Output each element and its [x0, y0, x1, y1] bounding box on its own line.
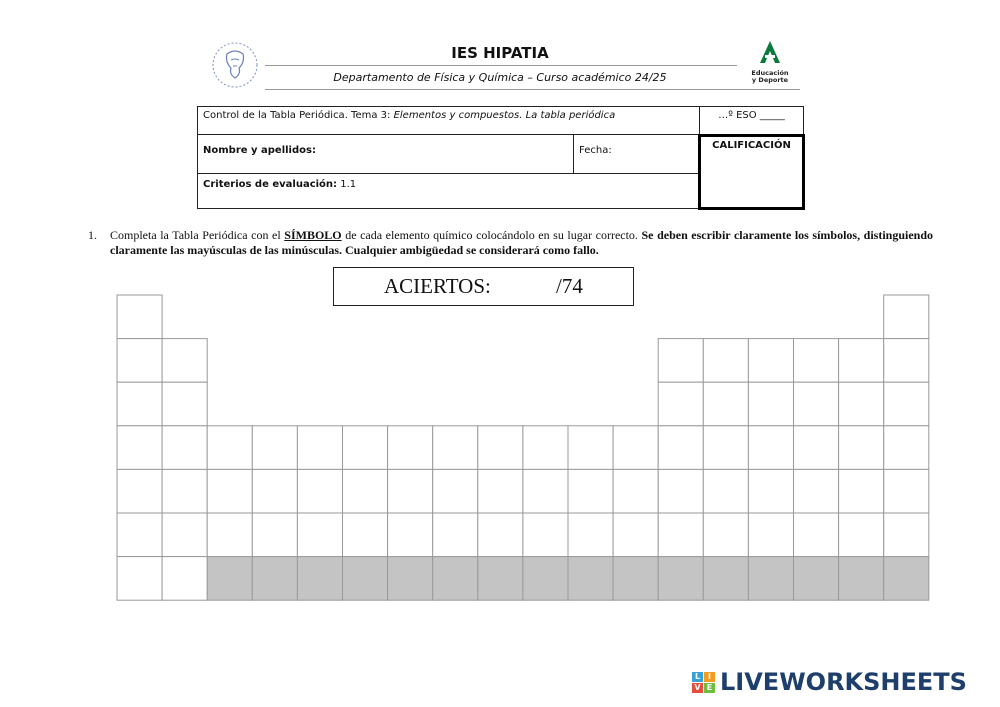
criteria-value: 1.1	[337, 179, 357, 190]
element-cell[interactable]	[117, 469, 162, 513]
element-cell[interactable]	[748, 469, 793, 513]
element-cell[interactable]	[703, 469, 748, 513]
element-cell[interactable]	[523, 426, 568, 470]
junta-logo-text: Educación y Deporte	[751, 69, 789, 84]
course-field[interactable]: …º ESO _____	[699, 106, 804, 135]
element-cell[interactable]	[568, 426, 613, 470]
element-cell-shaded	[703, 557, 748, 601]
element-cell[interactable]	[613, 426, 658, 470]
element-cell[interactable]	[297, 513, 342, 557]
element-cell[interactable]	[658, 513, 703, 557]
element-cell-shaded	[478, 557, 523, 601]
element-cell[interactable]	[523, 469, 568, 513]
element-cell[interactable]	[794, 339, 839, 383]
element-cell[interactable]	[162, 469, 207, 513]
element-cell[interactable]	[162, 513, 207, 557]
element-cell[interactable]	[478, 513, 523, 557]
element-cell[interactable]	[613, 513, 658, 557]
element-cell[interactable]	[748, 382, 793, 426]
element-cell[interactable]	[658, 469, 703, 513]
element-cell[interactable]	[703, 339, 748, 383]
question-text: Completa la Tabla Periódica con el SÍMBOLO de cada elemento químico colocándolo en su lugar correcto. Se deben escribir claramente los símbolos, distinguiendo claramente las mayúsculas de las minúsculas. Cualquier ambigüedad se considerará como fallo.	[110, 228, 934, 257]
element-cell-shaded	[388, 557, 433, 601]
element-cell[interactable]	[388, 513, 433, 557]
question-warning: Se deben escribir claramente los símbolos, distinguiendo claramente las mayúsculas de las minúsculas. Cualquier ambigüedad se considerará como fallo.	[110, 228, 934, 257]
element-cell[interactable]	[252, 469, 297, 513]
element-cell-shaded	[748, 557, 793, 601]
element-cell[interactable]	[117, 426, 162, 470]
element-cell[interactable]	[884, 295, 929, 339]
liveworksheets-icon: L I V E	[692, 672, 716, 694]
element-cell[interactable]	[613, 469, 658, 513]
element-cell-shaded	[207, 557, 252, 601]
element-cell[interactable]	[252, 426, 297, 470]
element-cell[interactable]	[207, 469, 252, 513]
element-cell[interactable]	[839, 469, 884, 513]
element-cell[interactable]	[117, 382, 162, 426]
score-total: /74	[556, 274, 583, 298]
element-cell[interactable]	[794, 426, 839, 470]
element-cell-shaded	[523, 557, 568, 601]
element-cell-shaded	[613, 557, 658, 601]
element-cell[interactable]	[658, 339, 703, 383]
element-cell[interactable]	[523, 513, 568, 557]
element-cell[interactable]	[703, 382, 748, 426]
exam-title: Control de la Tabla Periódica. Tema 3:	[203, 110, 394, 121]
element-cell[interactable]	[252, 513, 297, 557]
element-cell-shaded	[884, 557, 929, 601]
element-cell-shaded	[433, 557, 478, 601]
element-cell-shaded	[568, 557, 613, 601]
element-cell[interactable]	[343, 469, 388, 513]
name-field[interactable]: Nombre y apellidos:	[197, 134, 574, 174]
date-field[interactable]: Fecha:	[573, 134, 700, 174]
department-line: Departamento de Física y Química – Curso académico 24/25	[333, 71, 667, 84]
element-cell[interactable]	[794, 513, 839, 557]
element-cell-shaded	[839, 557, 884, 601]
element-cell[interactable]	[884, 339, 929, 383]
element-cell[interactable]	[884, 426, 929, 470]
score-label: ACIERTOS:	[384, 274, 491, 298]
element-cell[interactable]	[343, 426, 388, 470]
element-cell[interactable]	[794, 469, 839, 513]
element-cell[interactable]	[117, 557, 162, 601]
school-name: IES HIPATIA	[451, 44, 549, 62]
element-cell[interactable]	[117, 339, 162, 383]
element-cell[interactable]	[839, 513, 884, 557]
element-cell[interactable]	[794, 382, 839, 426]
element-cell[interactable]	[884, 382, 929, 426]
element-cell[interactable]	[703, 426, 748, 470]
element-cell-shaded	[658, 557, 703, 601]
element-cell[interactable]	[703, 513, 748, 557]
element-cell[interactable]	[658, 382, 703, 426]
liveworksheets-wordmark: LIVEWORKSHEETS	[720, 668, 967, 696]
element-cell[interactable]	[433, 513, 478, 557]
element-cell-shaded	[297, 557, 342, 601]
element-cell[interactable]	[388, 469, 433, 513]
element-cell-shaded	[343, 557, 388, 601]
element-cell[interactable]	[162, 382, 207, 426]
element-cell[interactable]	[839, 382, 884, 426]
exam-topic: Elementos y compuestos. La tabla periódica	[393, 110, 616, 121]
element-cell[interactable]	[884, 513, 929, 557]
element-cell[interactable]	[388, 426, 433, 470]
element-cell[interactable]	[748, 513, 793, 557]
element-cell[interactable]	[839, 339, 884, 383]
element-cell-shaded	[794, 557, 839, 601]
element-cell[interactable]	[117, 295, 162, 339]
element-cell[interactable]	[162, 426, 207, 470]
element-cell[interactable]	[568, 513, 613, 557]
element-cell[interactable]	[884, 469, 929, 513]
element-cell[interactable]	[839, 426, 884, 470]
element-cell[interactable]	[748, 426, 793, 470]
element-cell[interactable]	[433, 426, 478, 470]
element-cell[interactable]	[297, 426, 342, 470]
element-cell[interactable]	[658, 426, 703, 470]
question-number: 1.	[88, 228, 97, 242]
element-cell[interactable]	[343, 513, 388, 557]
element-cell[interactable]	[297, 469, 342, 513]
element-cell[interactable]	[117, 513, 162, 557]
grade-box: CALIFICACIÓN	[698, 134, 805, 210]
element-cell[interactable]	[433, 469, 478, 513]
symbol-keyword: SÍMBOLO	[284, 228, 342, 242]
element-cell[interactable]	[478, 469, 523, 513]
element-cell[interactable]	[478, 426, 523, 470]
element-cell[interactable]	[207, 426, 252, 470]
element-cell[interactable]	[162, 339, 207, 383]
element-cell[interactable]	[748, 339, 793, 383]
element-cell-shaded	[252, 557, 297, 601]
element-cell[interactable]	[207, 513, 252, 557]
element-cell[interactable]	[568, 469, 613, 513]
criteria-label: Criterios de evaluación:	[203, 179, 338, 190]
element-cell[interactable]	[162, 557, 207, 601]
